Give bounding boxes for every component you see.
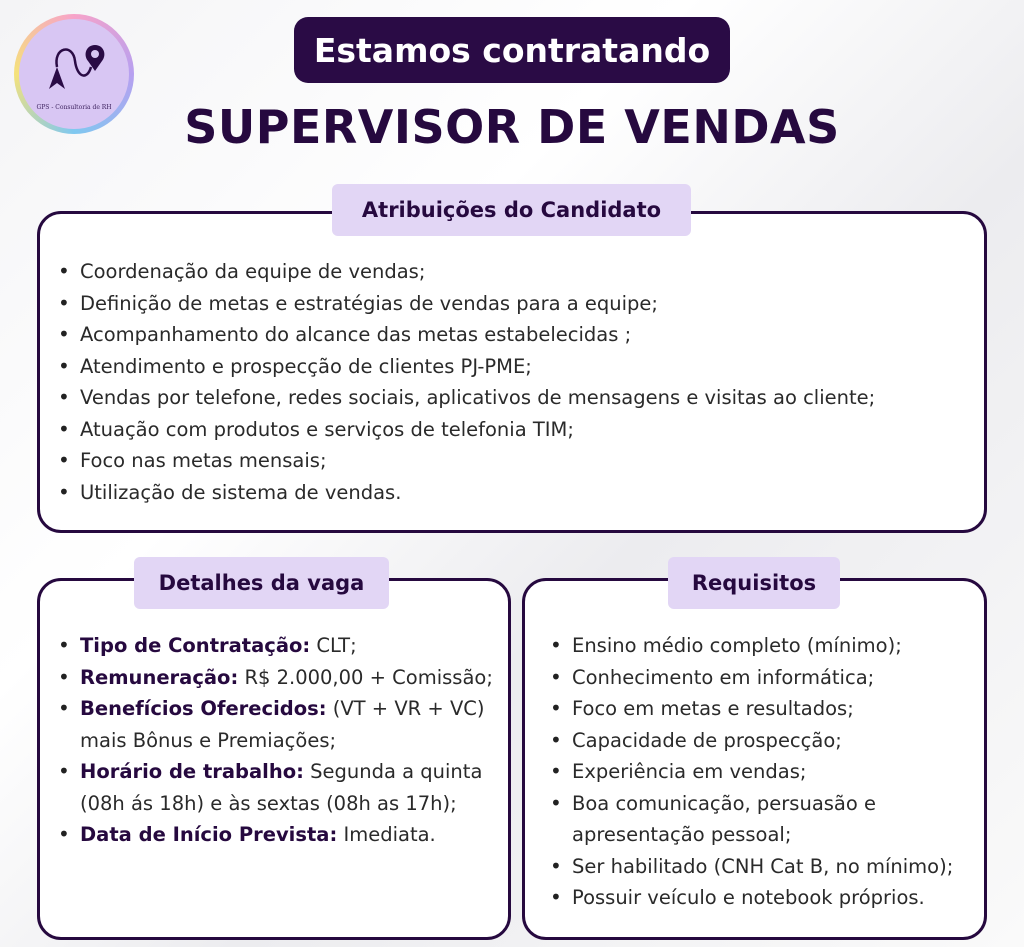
requirements-item: • Foco em metas e resultados; — [546, 693, 986, 725]
details-item-label: Tipo de Contratação: — [80, 634, 311, 657]
details-item-value: Imediata. — [337, 823, 436, 846]
details-item-label: Benefícios Oferecidos: — [80, 697, 327, 720]
requirements-item: • Ensino médio completo (mínimo); — [546, 630, 986, 662]
attributions-heading: Atribuições do Candidato — [332, 184, 691, 236]
details-item-value: (VT + VR + VC) mais Bônus e Premiações; — [80, 697, 485, 752]
details-item — [54, 819, 494, 851]
attributions-item: • Foco nas metas mensais; — [54, 445, 974, 477]
details-list — [54, 630, 494, 851]
details-item-label: Horário de trabalho: — [80, 760, 304, 783]
details-item — [54, 756, 494, 819]
requirements-heading: Requisitos — [668, 557, 840, 609]
attributions-item: • Definição de metas e estratégias de vendas para a equipe; — [54, 288, 974, 320]
requirements-item: • Capacidade de prospecção; — [546, 725, 986, 757]
attributions-item: • Acompanhamento do alcance das metas estabelecidas ; — [54, 319, 974, 351]
requirements-item: • Conhecimento em informática; — [546, 662, 986, 694]
hiring-banner: Estamos contratando — [294, 17, 730, 83]
job-title: SUPERVISOR DE VENDAS — [184, 100, 840, 154]
details-heading: Detalhes da vaga — [134, 557, 389, 609]
details-item-value: CLT; — [310, 634, 357, 657]
details-item-value: R$ 2.000,00 + Comissão; — [238, 665, 493, 689]
details-item — [54, 693, 494, 756]
details-item-value: Segunda a quinta (08h ás 18h) e às sextas (08h as 17h); — [80, 760, 483, 815]
requirements-item: • Boa comunicação, persuasão e apresentação pessoal; — [546, 788, 986, 851]
map-route-icon — [35, 37, 115, 97]
attributions-item: • Coordenação da equipe de vendas; — [54, 256, 974, 288]
logo-caption: GPS - Consultoria de RH — [36, 104, 112, 111]
details-item-label: Data de Início Prevista: — [80, 823, 338, 846]
attributions-item: • Atuação com produtos e serviços de telefonia TIM; — [54, 414, 974, 446]
details-item — [54, 630, 494, 662]
attributions-item: • Vendas por telefone, redes sociais, aplicativos de mensagens e visitas ao cliente; — [54, 382, 974, 414]
attributions-item: • Atendimento e prospecção de clientes PJ-PME; — [54, 351, 974, 383]
attributions-list — [54, 256, 974, 508]
requirements-item: • Possuir veículo e notebook próprios. — [546, 882, 986, 914]
requirements-item: • Ser habilitado (CNH Cat B, no mínimo); — [546, 851, 986, 883]
attributions-item: • Utilização de sistema de vendas. — [54, 477, 974, 509]
details-item — [54, 662, 494, 694]
requirements-item: • Experiência em vendas; — [546, 756, 986, 788]
requirements-list — [546, 630, 986, 914]
details-item-label: Remuneração: — [80, 665, 239, 689]
